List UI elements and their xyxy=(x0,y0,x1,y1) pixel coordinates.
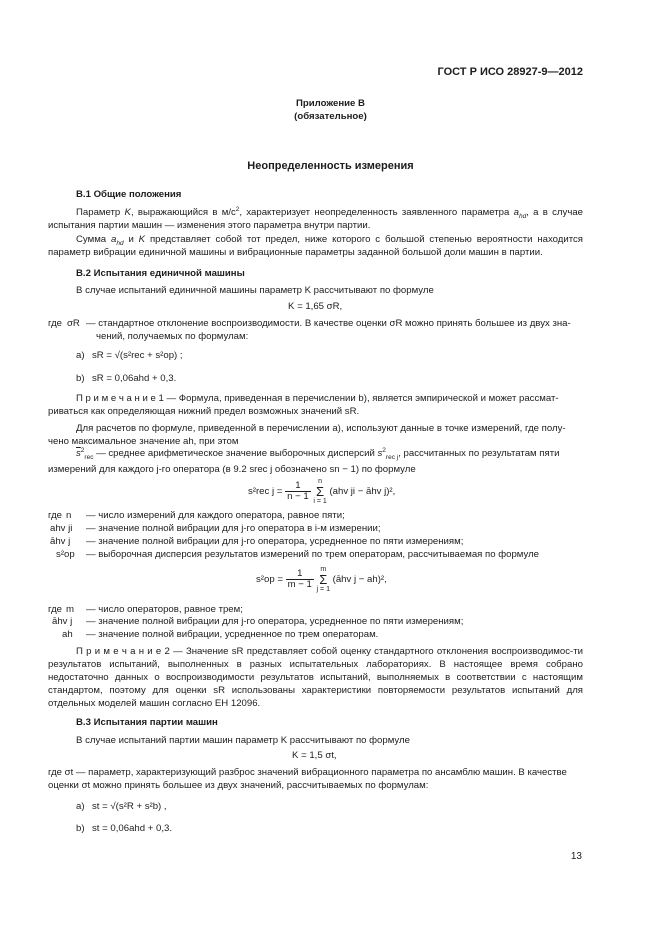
section-b3-heading: В.3 Испытания партии машин xyxy=(76,717,218,728)
section-b2-intro: В случае испытаний единичной машины параметр K рассчитывают по формуле xyxy=(76,285,434,296)
where2-lead: где xyxy=(48,510,63,521)
note-1-label: П р и м е ч а н и е 1 xyxy=(76,393,164,404)
srec-definition-line-1: $\overline{s}^2_{rec}$ — среднее арифметическое значение выборочных дисперсий $s^2_{rec j}$, рассчитанных по результатам пяти xyxy=(76,446,560,461)
where2-item-sym: n xyxy=(66,510,72,521)
option-a-label: a) xyxy=(76,350,85,361)
annex-status: (обязательное) xyxy=(294,111,367,122)
where3-item-sym: āhv j xyxy=(52,616,73,627)
where3-item-sym: ah xyxy=(62,629,73,640)
formula-sop: s²op = $\frac{1}{m - 1}$ m Σ j = 1 (āhv j − ah)², xyxy=(256,566,387,593)
note-1-continuation: риваться как определяющая нижний предел возможных значений sR. xyxy=(48,406,360,417)
where-lead: где xyxy=(48,318,63,329)
option-b-label: b) xyxy=(76,373,85,384)
where-sigma-r-symbol: σR xyxy=(67,318,80,329)
annex-title: Приложение В xyxy=(296,98,365,109)
where3-item-text: — число операторов, равное трем; xyxy=(86,604,243,615)
option-b-label: b) xyxy=(76,823,85,834)
where3-lead: где xyxy=(48,604,63,615)
where2-item-sym: s²op xyxy=(56,549,75,560)
where3-item-sym: m xyxy=(66,604,74,615)
section-b1-paragraph-1: Параметр K, выражающийся в $м/с^2$, характеризует неопределенность заявленного параметра $a_{hd}$, а в случае испытания партии машин — изменения этого параметра внутри партии. xyxy=(48,205,583,231)
section-b1-paragraph-2: Сумма $a_{hd}$ и K представляет собой тот предел, ниже которого с большой степенью вероятности находится параметр вибрации единичной машины и вибрационные параметры заданной большой доли машин в партии. xyxy=(48,234,584,258)
where-sigma-t-line-2: оценки σt можно принять большее из двух значений, рассчитываемых по формулам: xyxy=(48,780,429,791)
formula-k-single: K = 1,65 σR, xyxy=(288,301,343,312)
note-2: П р и м е ч а н и е 2 — Значение sR представляет собой оценку стандартного отклонения воспроизводимос-ти результатов испытаний, выполненных в разных испытательных лабораториях. В настоящее время собрано недостаточно данных о воспроизводимости результатов испытаний, выполняемых в соответствии с настоящим стандартом, поэтому для оценки sR использованы характеристики повторяемости результатов испытаний для отдельных моделей машин согласно ЕН 12096. xyxy=(48,646,583,709)
note-1: П р и м е ч а н и е 1 — Формула, приведенная в перечислении b), является эмпирической и может рассмат- xyxy=(76,393,559,404)
note-2-label: П р и м е ч а н и е 2 xyxy=(76,646,170,657)
where-sigma-t-line-1: где σt — параметр, характеризующий разброс значений вибрационного параметра по ансамблю машин. В качестве xyxy=(48,767,567,778)
where3-item-text: — значение полной вибрации, усредненное по трем операторам. xyxy=(86,629,379,640)
section-b3-intro: В случае испытаний партии машин параметр K рассчитывают по формуле xyxy=(76,735,410,746)
page-number: 13 xyxy=(570,851,582,862)
where2-item-text: — выборочная дисперсия результатов измерений по трем операторам, рассчитываемая по формуле xyxy=(86,549,539,560)
formula-srec: s²rec j = $\frac{1}{n - 1}$ n Σ i = 1 (ahv ji − āhv j)², xyxy=(248,478,396,505)
srec-definition-line-2: измерений для каждого j-го оператора (в 9.2 srec j обозначено sn − 1) по формуле xyxy=(48,464,416,475)
where-sigma-r-text-1: — стандартное отклонение воспроизводимости. В качестве оценки σR можно принять большее из двух зна- xyxy=(86,318,571,329)
section-b1-heading: В.1 Общие положения xyxy=(76,189,182,200)
where2-item-text: — число измерений для каждого оператора, равное пяти; xyxy=(86,510,345,521)
formula-k-batch: K = 1,5 σt, xyxy=(292,750,337,761)
where2-item-text: — значение полной вибрации для j-го оператора в i-м измерении; xyxy=(86,523,381,534)
where-sigma-r-text-2: чений, получаемых по формулам: xyxy=(96,331,249,342)
where3-item-text: — значение полной вибрации для j-го оператора, усредненное по пяти измерениям; xyxy=(86,616,464,627)
main-title: Неопределенность измерения xyxy=(247,160,414,172)
where2-item-sym: ahv ji xyxy=(50,523,73,534)
option-a-label: a) xyxy=(76,801,85,812)
where2-item-text: — значение полной вибрации для j-го оператора, усредненное по пяти измерениям; xyxy=(86,536,464,547)
formula-st-option-a: st = √(s²R + s²b) , xyxy=(92,801,167,812)
calc-paragraph-line-1: Для расчетов по формуле, приведенной в перечислении а), используют данные в точке измерений, где полу- xyxy=(76,423,566,434)
section-b2-heading: В.2 Испытания единичной машины xyxy=(76,268,245,279)
formula-sr-option-a: sR = √(s²rec + s²op) ; xyxy=(92,350,183,361)
formula-sr-option-b: sR = 0,06ahd + 0,3. xyxy=(92,373,177,384)
formula-st-option-b: st = 0,06ahd + 0,3. xyxy=(92,823,173,834)
standard-designation: ГОСТ Р ИСО 28927-9—2012 xyxy=(437,66,583,78)
where2-item-sym: āhv j xyxy=(50,536,71,547)
calc-paragraph-line-2: чено максимальное значение ah, при этом xyxy=(48,436,239,447)
